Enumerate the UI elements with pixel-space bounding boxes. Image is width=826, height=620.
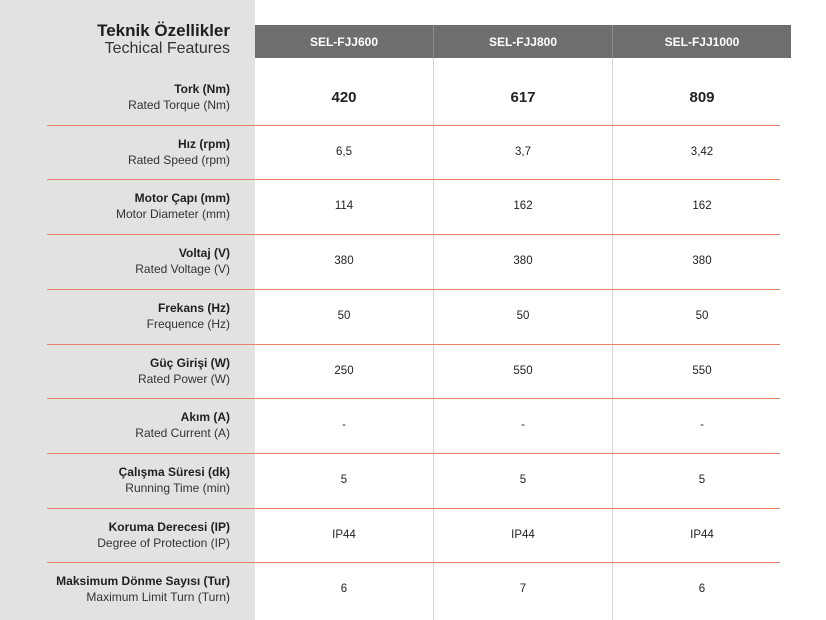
spec-value: 6 — [698, 583, 706, 596]
spec-value: 550 — [692, 364, 712, 377]
spec-value: 3,7 — [515, 145, 531, 158]
spec-value: 6,5 — [336, 145, 352, 158]
spec-label — [0, 70, 230, 124]
spec-label — [0, 508, 230, 562]
spec-value: 809 — [689, 88, 715, 106]
spec-row — [0, 179, 780, 233]
spec-value: 380 — [513, 255, 533, 268]
spec-value: IP44 — [690, 528, 714, 541]
spec-value: IP44 — [332, 528, 356, 541]
spec-value: 380 — [692, 255, 712, 268]
spec-row — [0, 289, 780, 343]
spec-value: 250 — [334, 364, 354, 377]
spec-value: 50 — [337, 309, 351, 322]
title-english: Techical Features — [104, 40, 230, 57]
spec-value: 50 — [695, 309, 709, 322]
spec-label-english: Rated Current (A) — [135, 426, 230, 441]
spec-value: - — [521, 419, 525, 432]
spec-row — [0, 453, 780, 507]
spec-value: 6 — [340, 583, 348, 596]
spec-label — [0, 562, 230, 616]
model-header-3: SEL-FJJ1000 — [664, 34, 740, 49]
spec-value: 5 — [519, 473, 527, 486]
spec-row — [0, 70, 780, 124]
spec-label — [0, 453, 230, 507]
model-header-row — [255, 25, 791, 58]
spec-row — [0, 508, 780, 562]
spec-value: 162 — [692, 200, 712, 213]
spec-value: 5 — [340, 473, 348, 486]
model-header-2: SEL-FJJ800 — [434, 25, 613, 58]
title-turkish: Teknik Özellikler — [97, 21, 230, 40]
spec-label-english: Running Time (min) — [125, 480, 230, 495]
spec-row — [0, 562, 780, 616]
spec-row — [0, 125, 780, 179]
spec-value: - — [342, 419, 346, 432]
spec-value: 617 — [510, 88, 536, 106]
spec-value: 114 — [334, 200, 354, 213]
spec-label-english: Motor Diameter (mm) — [115, 207, 230, 222]
spec-label-english: Degree of Protection (IP) — [97, 535, 230, 550]
spec-label-english: Frequence (Hz) — [146, 316, 230, 331]
spec-label-turkish: Akım (A) — [180, 410, 230, 425]
spec-label-english: Rated Torque (Nm) — [128, 98, 230, 112]
spec-label — [0, 289, 230, 343]
spec-label-turkish: Voltaj (V) — [178, 246, 230, 261]
spec-value: 420 — [331, 88, 357, 106]
spec-label-turkish: Maksimum Dönme Sayısı (Tur) — [56, 574, 230, 589]
spec-value: 162 — [513, 200, 533, 213]
spec-label — [0, 344, 230, 398]
spec-label — [0, 179, 230, 233]
spec-label-english: Rated Speed (rpm) — [127, 152, 230, 167]
spec-label — [0, 398, 230, 452]
spec-row — [0, 398, 780, 452]
spec-label-turkish: Tork (Nm) — [174, 82, 230, 96]
spec-label-turkish: Frekans (Hz) — [157, 300, 230, 315]
spec-value: 5 — [698, 473, 706, 486]
spec-value: 380 — [334, 255, 354, 268]
spec-label-turkish: Motor Çapı (mm) — [134, 191, 230, 206]
spec-value: 50 — [516, 309, 530, 322]
spec-row — [0, 344, 780, 398]
spec-label-turkish: Hız (rpm) — [178, 136, 230, 151]
spec-row — [0, 234, 780, 288]
spec-label-turkish: Koruma Derecesi (IP) — [108, 519, 230, 534]
spec-value: IP44 — [511, 528, 535, 541]
spec-value: 3,42 — [690, 145, 714, 158]
spec-label-english: Rated Voltage (V) — [135, 262, 230, 277]
spec-label-turkish: Güç Girişi (W) — [149, 355, 230, 370]
spec-value: - — [700, 419, 704, 432]
spec-value: 7 — [519, 583, 527, 596]
spec-title — [0, 22, 230, 58]
spec-label-english: Maximum Limit Turn (Turn) — [86, 590, 230, 605]
spec-label-english: Rated Power (W) — [137, 371, 230, 386]
model-header-1: SEL-FJJ600 — [255, 25, 434, 58]
spec-value: 550 — [513, 364, 533, 377]
spec-label — [0, 234, 230, 288]
spec-label-turkish: Çalışma Süresi (dk) — [118, 464, 230, 479]
spec-label — [0, 125, 230, 179]
